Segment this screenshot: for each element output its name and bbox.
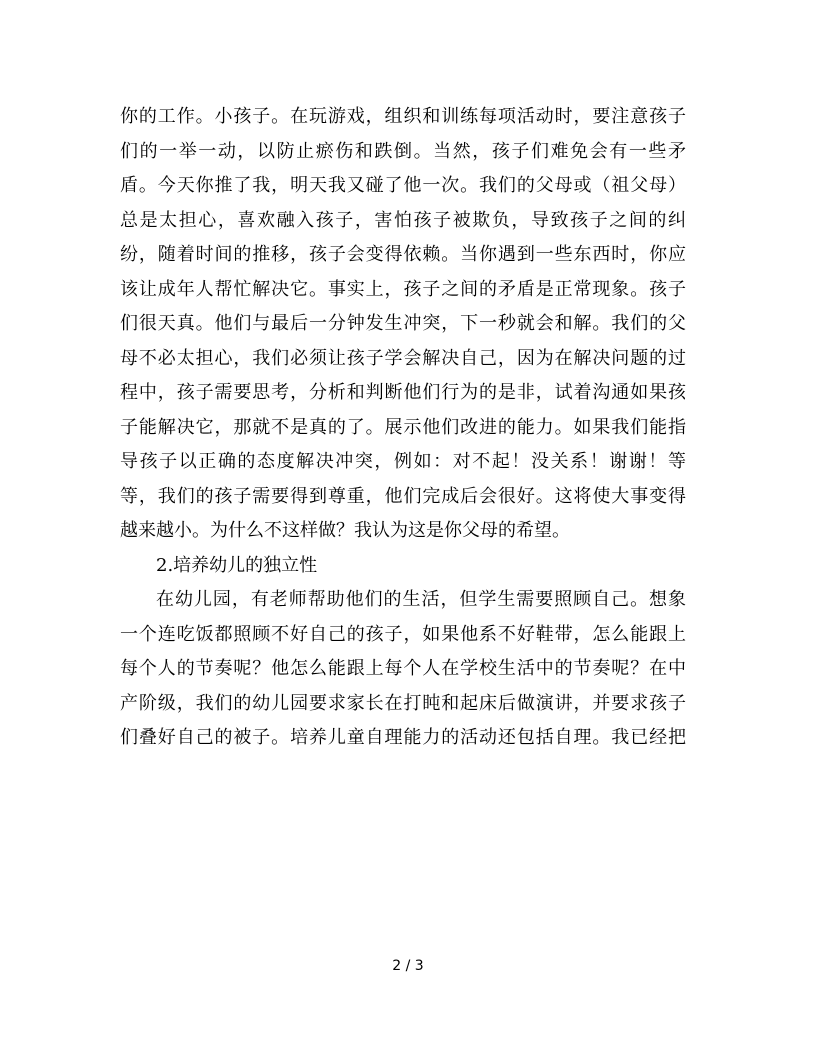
- page-number: 2 / 3: [392, 958, 424, 974]
- text-line: 该让成年人帮忙解决它。事实上，孩子之间的矛盾是正常现象。孩子: [120, 278, 686, 300]
- section-heading: 2.培养幼儿的独立性: [156, 554, 318, 576]
- paragraph-2: [120, 583, 686, 756]
- text-line: 越来越小。为什么不这样做？我认为这是你父母的希望。: [120, 520, 570, 541]
- text-line: 母不必太担心，我们必须让孩子学会解决自己，因为在解决问题的过: [120, 347, 686, 369]
- text-line: 子能解决它，那就不是真的了。展示他们改进的能力。如果我们能指: [120, 416, 686, 438]
- body-text: [120, 100, 686, 756]
- text-line: 盾。今天你推了我，明天我又碰了他一次。我们的父母或（祖父母）: [120, 175, 686, 196]
- text-line: 产阶级，我们的幼儿园要求家长在打盹和起床后做演讲，并要求孩子: [120, 692, 686, 714]
- text-line: 们很天真。他们与最后一分钟发生冲突，下一秒就会和解。我们的父: [120, 313, 686, 334]
- text-line: 每个人的节奏呢？他怎么能跟上每个人在学校生活中的节奏呢？在中: [120, 658, 686, 679]
- text-line: 等，我们的孩子需要得到尊重，他们完成后会很好。这将使大事变得: [120, 485, 686, 507]
- text-line: 纷，随着时间的推移，孩子会变得依赖。当你遇到一些东西时，你应: [120, 244, 686, 265]
- text-line: 程中，孩子需要思考，分析和判断他们行为的是非，试着沟通如果孩: [120, 382, 686, 403]
- text-line: 你的工作。小孩子。在玩游戏，组织和训练每项活动时，要注意孩子: [120, 106, 686, 127]
- text-line: 总是太担心，喜欢融入孩子，害怕孩子被欺负，导致孩子之间的纠: [120, 209, 686, 231]
- text-line: 们的一举一动，以防止瘀伤和跌倒。当然，孩子们难免会有一些矛: [120, 140, 686, 162]
- text-line: 在幼儿园，有老师帮助他们的生活，但学生需要照顾自己。想象: [156, 589, 686, 610]
- text-line: 一个连吃饭都照顾不好自己的孩子，如果他系不好鞋带，怎么能跟上: [120, 623, 686, 645]
- text-line: 们叠好自己的被子。培养儿童自理能力的活动还包括自理。我已经把: [120, 727, 686, 748]
- paragraph-1: [120, 100, 686, 549]
- text-line: 导孩子以正确的态度解决冲突，例如：对不起！没关系！谢谢！等: [120, 451, 686, 472]
